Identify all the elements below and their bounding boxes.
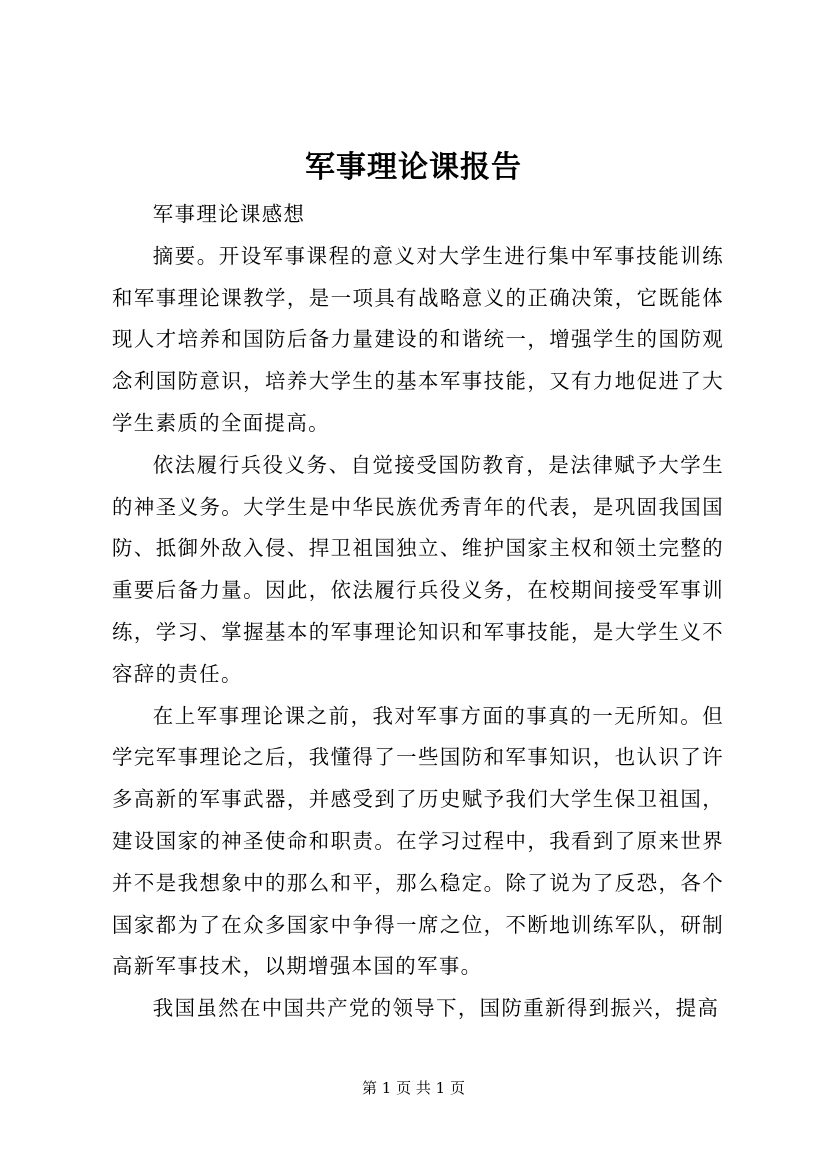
body-paragraph: 我国虽然在中国共产党的领导下，国防重新得到振兴，提高 — [152, 996, 720, 1021]
abstract-paragraph: 摘要。开设军事课程的意义对大学生进行集中军事技能训练和军事理论课教学，是一项具有战略意义的正确决策，它既能体现人才培养和国防后备力量建设的和谐统一，增强学生的国防观念利国防意识，培养大学生的基本军事技能，又有力地促进了大学生素质的全面提高。 — [112, 243, 724, 435]
document-body — [112, 194, 724, 1030]
subtitle-paragraph: 军事理论课感想 — [152, 202, 306, 226]
page-footer: 第 1 页 共 1 页 — [362, 1079, 465, 1097]
body-paragraph: 依法履行兵役义务、自觉接受国防教育，是法律赋予大学生的神圣义务。大学生是中华民族优秀青年的代表，是巩固我国国防、抵御外敌入侵、捍卫祖国独立、维护国家主权和领土完整的重要后备力量。因此，依法履行兵役义务，在校期间接受军事训练，学习、掌握基本的军事理论知识和军事技能，是大学生义不容辞的责任。 — [112, 452, 724, 686]
document-title: 军事理论课报告 — [305, 150, 522, 185]
body-paragraph: 在上军事理论课之前，我对军事方面的事真的一无所知。但学完军事理论之后，我懂得了一些国防和军事知识，也认识了许多高新的军事武器，并感受到了历史赋予我们大学生保卫祖国，建设国家的神圣使命和职责。在学习过程中，我看到了原来世界并不是我想象中的那么和平，那么稳定。除了说为了反恐，各个国家都为了在众多国家中争得一席之位，不断地训练军队，研制高新军事技术，以期增强本国的军事。 — [112, 703, 724, 979]
